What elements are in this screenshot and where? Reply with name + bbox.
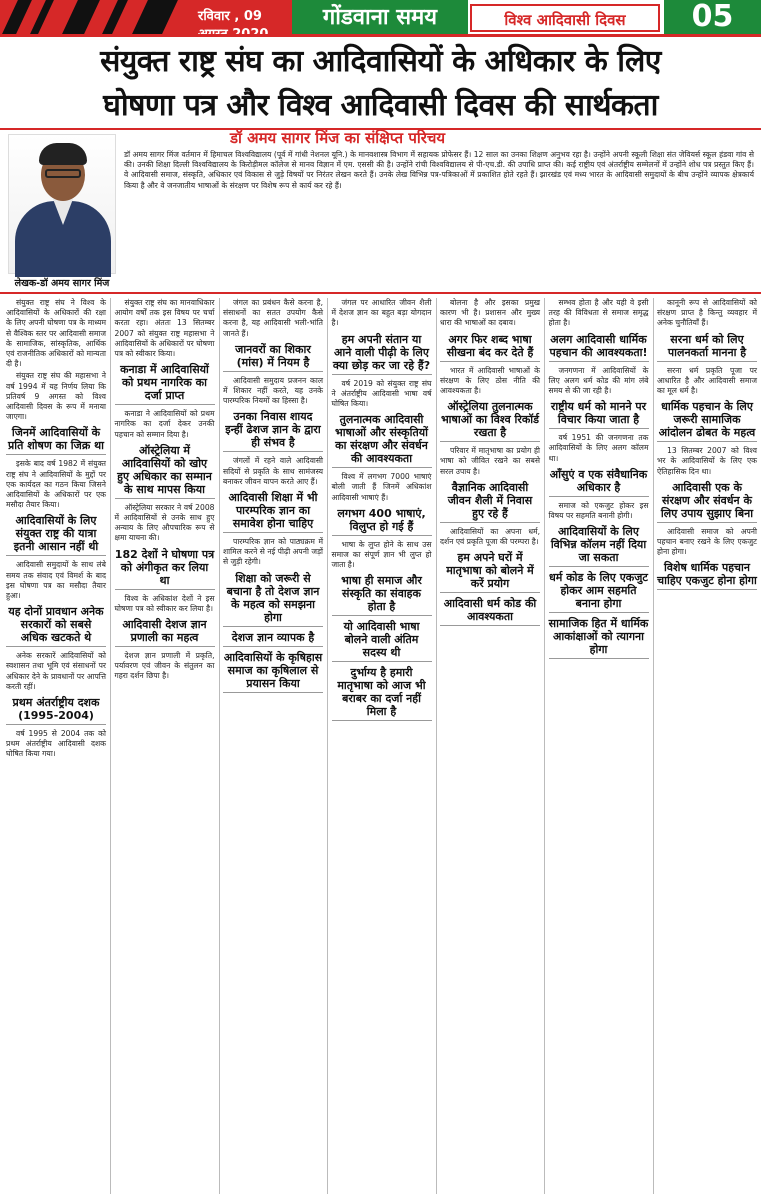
subheading: आदिवासी देशज ज्ञान प्रणाली का महत्व: [115, 618, 215, 647]
column-rule: [544, 298, 545, 1194]
subheading: देशज ज्ञान व्यापक है: [223, 631, 323, 647]
paragraph: आदिवासी समुदायों के साथ लंबे समय तक संवाद एवं विमर्श के बाद इस घोषणा पत्र का मसौदा तैयार हुआ।: [6, 560, 106, 601]
subheading: राष्ट्रीय धर्म को मानने पर विचार किया जाता है: [549, 400, 649, 429]
paragraph: वर्ष 1995 से 2004 तक को प्रथम अंतर्राष्ट्रीय आदिवासी दशक घोषित किया गया।: [6, 729, 106, 759]
subheading: भाषा ही समाज और संस्कृति का संवाहक होता है: [332, 574, 432, 616]
page-number: 05: [664, 0, 761, 34]
headline-line-2: घोषणा पत्र और विश्व आदिवासी दिवस की सार्थकता: [103, 88, 658, 123]
article-column: [657, 298, 757, 1194]
subheading: जानवरों का शिकार (मांस) में नियम है: [223, 343, 323, 372]
subheading: आँसुएं व एक संवैधानिक अधिकार है: [549, 468, 649, 497]
paragraph: इसके बाद वर्ष 1982 में संयुक्त राष्ट्र संघ ने आदिवासियों के मुद्दों पर एक कार्यदल का गठन किया जिसने आदिवासियों के अधिकारों पर एक मसौदा तैयार किया।: [6, 459, 106, 510]
article-column: [549, 298, 649, 1194]
subheading: यो आदिवासी भाषा बोलने वाली अंतिम सदस्य थी: [332, 620, 432, 662]
paragraph: सरना धर्म प्रकृति पूजा पर आधारित है और आदिवासी समाज का मूल धर्म है।: [657, 365, 757, 396]
paragraph: विश्व के अधिकांश देशों ने इस घोषणा पत्र को स्वीकार कर लिया है।: [114, 593, 215, 613]
subheading: विशेष धार्मिक पहचान चाहिए एकजुट होना होगा: [657, 561, 757, 590]
subheading: तुलनात्मक आदिवासी भाषाओं और संस्कृतियों का संरक्षण और संवर्धन की आवश्यकता: [332, 413, 432, 468]
column-rule: [110, 298, 111, 1194]
paragraph: भारत में आदिवासी भाषाओं के संरक्षण के लिए ठोस नीति की आवश्यकता है।: [440, 365, 540, 396]
paragraph: परिवार में मातृभाषा का प्रयोग ही भाषा को जीवित रखने का सबसे सरल उपाय है।: [440, 446, 540, 476]
paragraph: कानूनी रूप से आदिवासियों को संरक्षण प्राप्त है किन्तु व्यवहार में अनेक चुनौतियाँ हैं।: [657, 298, 757, 328]
subheading: लगभग 400 भाषाएं, विलुप्त हो गई हैं: [332, 507, 432, 536]
subheading: अगर फिर शब्द भाषा सीखना बंद कर देते हैं: [440, 333, 540, 362]
divider: [0, 292, 761, 294]
column-rule: [653, 298, 654, 1194]
paragraph: अनेक सरकारें आदिवासियों को स्वशासन तथा भूमि एवं संसाधनों पर अधिकार देने के प्रावधानों पर आपत्ति करती रहीं।: [6, 651, 106, 691]
masthead-banner: [0, 0, 292, 34]
subheading: धार्मिक पहचान के लिए जरूरी सामाजिक आंदोलन ढोबत के महत्व: [657, 400, 757, 442]
subheading: आदिवासियों के कृषिहास समाज का कृषिलाल से प्रयासन किया: [223, 651, 323, 693]
subheading: हम अपने घरों में मातृभाषा को बोलने में करें प्रयोग: [440, 551, 540, 593]
intro-title: डॉ अमय सागर मिंज का संक्षिप्त परिचय: [230, 129, 446, 147]
subheading: प्रथम अंतर्राष्ट्रीय दशक (1995-2004): [6, 696, 106, 725]
paragraph: जंगलों में रहने वाले आदिवासी सदियों से प्रकृति के साथ सामंजस्य बनाकर जीवन यापन करते आए हैं।: [223, 456, 323, 486]
subheading: कनाडा में आदिवासियों को प्रथम नागरिक का दर्जा प्राप्त: [115, 363, 215, 405]
subheading: आदिवासियों के लिए विभिन्न कॉलम नहीं दिया जा सकता: [549, 525, 649, 567]
paragraph: 13 सितम्बर 2007 को विश्व भर के आदिवासियों के लिए एक ऐतिहासिक दिन था।: [657, 446, 757, 476]
subheading: ऑस्ट्रेलिया में आदिवासियों को खोए हुए अधिकार का सम्मान के साथ मापस किया: [115, 444, 215, 499]
paragraph: संयुक्त राष्ट्र संघ का मानवाधिकार आयोग वर्षों तक इस विषय पर चर्चा करता रहा। अंततः 13 सितम्बर 2007 को संयुक्त राष्ट्र महासभा ने आदिवासियों के अधिकारों पर घोषणा पत्र को स्वीकार किया।: [114, 298, 215, 359]
column-rule: [436, 298, 437, 1194]
subheading: यह दोनों प्रावधान अनेक सरकारों को सबसे अधिक खटकते थे: [6, 605, 106, 647]
paragraph: संयुक्त राष्ट्र संघ ने विश्व के आदिवासियों के अधिकारों की रक्षा के लिए अपनी घोषणा पत्र के माध्यम से वैश्विक स्तर पर आदिवासी समाज के सामाजिक, सांस्कृतिक, आर्थिक एवं राजनीतिक अधिकारों को मान्यता दी है।: [6, 298, 106, 369]
column-rule: [327, 298, 328, 1194]
paragraph: जनगणना में आदिवासियों के लिए अलग धर्म कोड की मांग लंबे समय से की जा रही है।: [548, 365, 649, 396]
subheading: आदिवासी धर्म कोड की आवश्यकता: [440, 597, 540, 626]
subheading: सामाजिक हित में धार्मिक आकांक्षाओं को त्यागना होगा: [549, 617, 649, 659]
paragraph: पारम्परिक ज्ञान को पाठ्यक्रम में शामिल करने से नई पीढ़ी अपनी जड़ों से जुड़ी रहेगी।: [223, 537, 323, 567]
intro-text: डॉ अमय सागर मिंज वर्तमान में हिमाचल विश्वविद्यालय (पूर्व में गांधी नेशनल यूनि.) के मानवशास्त्र विभाग में सहायक प्रोफेसर हैं। 12 साल का उनका शिक्षण अनुभव रहा है। उन्होंने अपनी स्कूली शिक्षा संत जेवियर्स स्कूल हंडवा गांव से की। उनकी शिक्षा दिल्ली विश्वविद्यालय के किरोड़ीमल कॉलेज से मानव विज्ञान में एम. एससी की है। उन्होंने रांची विश्वविद्यालय से पी-एच.डी. की उपाधि प्राप्त की। कई राष्ट्रीय एवं अंतर्राष्ट्रीय सम्मेलनों में उन्होंने शोध पत्र प्रस्तुत किए हैं। वे आदिवासी समाज, संस्कृति, अधिकार एवं विकास से जुड़े विषयों पर निरंतर लेखन करते हैं। उनके लेख विभिन्न पत्र-पत्रिकाओं में प्रकाशित होते रहते हैं। झारखंड एवं मध्य भारत के आदिवासी समुदायों के बीच उन्होंने व्यापक क्षेत्रकार्य किया है और वे जनजातीय भाषाओं के संरक्षण पर विशेष रूप से कार्य कर रहे हैं।: [124, 150, 754, 190]
paragraph: देशज ज्ञान प्रणाली में प्रकृति, पर्यावरण एवं जीवन के संतुलन का गहरा दर्शन छिपा है।: [114, 651, 215, 681]
headline-line-1: संयुक्त राष्ट्र संघ का आदिवासियों के अधिकार के लिए: [100, 44, 661, 79]
subheading: आदिवासियों के लिए संयुक्त राष्ट्र की यात्रा इतनी आसान नहीं थी: [6, 514, 106, 556]
subheading: ऑस्ट्रेलिया तुलनात्मक भाषाओं का विश्व रिकॉर्ड रखता है: [440, 400, 540, 442]
subheading: जिनमें आदिवासियों के प्रति शोषण का जिक्र था: [6, 426, 106, 455]
subheading: हम अपनी संतान या आने वाली पीढ़ी के लिए क्या छोड़ कर जा रहे हैं?: [332, 333, 432, 375]
paragraph: संयुक्त राष्ट्र संघ की महासभा ने वर्ष 1994 में यह निर्णय लिया कि प्रतिवर्ष 9 अगस्त को विश्व आदिवासी दिवस के रूप में मनाया जाएगा।: [6, 371, 106, 422]
paragraph: आदिवासियों का अपना धर्म, दर्शन एवं प्रकृति पूजा की परम्परा है।: [440, 526, 540, 547]
article-column: [115, 298, 215, 1194]
article-column: [332, 298, 432, 1194]
subheading: वैज्ञानिक आदिवासी जीवन शैली में निवास हुए रहे हैं: [440, 481, 540, 523]
paragraph: आदिवासी समुदाय प्रजनन काल में शिकार नहीं करते, यह उनके पारम्परिक नियमों का हिस्सा है।: [223, 375, 323, 406]
paragraph: विश्व में लगभग 7000 भाषाएं बोली जाती हैं जिनमें अधिकांश आदिवासी भाषाएं हैं।: [331, 472, 432, 502]
section-label: विश्व आदिवासी दिवस: [470, 4, 660, 32]
subheading: दुर्भाग्य है हमारी मातृभाषा को आज भी बराबर का दर्जा नहीं मिला है: [332, 666, 432, 721]
subheading: आदिवासी एक के संरक्षण और संवर्धन के लिए उपाय सुझाए बिना: [657, 481, 757, 523]
column-rule: [219, 298, 220, 1194]
paragraph: समाज को एकजुट होकर इस विषय पर सहमति बनानी होगी।: [548, 500, 649, 521]
paragraph: कनाडा ने आदिवासियों को प्रथम नागरिक का दर्जा देकर उनकी पहचान को सम्मान दिया है।: [114, 409, 215, 439]
subheading: उनका निवास शायद इन्हीं ढेशज ज्ञान के द्वारा ही संभव है: [223, 410, 323, 452]
author-caption: लेखक-डॉ अमय सागर मिंज: [14, 278, 110, 289]
paragraph: आदिवासी समाज को अपनी पहचान बनाए रखने के लिए एकजुट होना होगा।: [657, 526, 757, 557]
paragraph: भाषा के लुप्त होने के साथ उस समाज का संपूर्ण ज्ञान भी लुप्त हो जाता है।: [331, 539, 432, 570]
article-column: [440, 298, 540, 1194]
subheading: धर्म कोड के लिए एकजुट होकर आम सहमति बनाना होगा: [549, 571, 649, 613]
author-photo: [8, 134, 116, 274]
divider: [0, 34, 761, 37]
paragraph: बोलना है और इसका प्रमुख कारण भी है। प्रशासन और मुख्य धारा की भाषाओं का दबाव।: [440, 298, 540, 328]
issue-date: रविवार , 09: [198, 9, 262, 24]
paragraph: जंगल पर आधारित जीवन शैली में देशज ज्ञान का बहुत बड़ा योगदान है।: [331, 298, 432, 328]
paragraph: वर्ष 1951 की जनगणना तक आदिवासियों के लिए अलग कॉलम था।: [548, 433, 649, 463]
paragraph: वर्ष 2019 को संयुक्त राष्ट्र संघ ने अंतर्राष्ट्रीय आदिवासी भाषा वर्ष घोषित किया।: [331, 378, 432, 409]
article-column: [6, 298, 106, 1194]
paragraph: ऑस्ट्रेलिया सरकार ने वर्ष 2008 में आदिवासियों से उनके साथ हुए अन्याय के लिए औपचारिक रूप से क्षमा याचना की।: [114, 502, 215, 543]
subheading: शिक्षा को जरूरी से बचाना है तो देशज ज्ञान के महत्व को समझना होगा: [223, 572, 323, 627]
subheading: अलग आदिवासी धार्मिक पहचान की आवश्यकता!: [549, 333, 649, 362]
subheading: आदिवासी शिक्षा में भी पारम्परिक ज्ञान का समावेश होना चाहिए: [223, 491, 323, 533]
paragraph: सम्भव होता है और यही वे इसी तरह की विविधता से समाज समृद्ध होता है।: [548, 298, 649, 328]
newspaper-name: गोंडवाना समय: [292, 0, 468, 34]
article-column: [223, 298, 323, 1194]
subheading: सरना धर्म को लिए पालनकर्ता मानना है: [657, 333, 757, 362]
paragraph: जंगल का प्रबंधन कैसे करना है, संसाधनों का सतत उपयोग कैसे करना है, यह आदिवासी भली-भांति जानते हैं।: [223, 298, 323, 338]
masthead: [0, 0, 761, 36]
subheading: 182 देशों ने घोषणा पत्र को अंगीकृत कर लिया था: [115, 548, 215, 590]
